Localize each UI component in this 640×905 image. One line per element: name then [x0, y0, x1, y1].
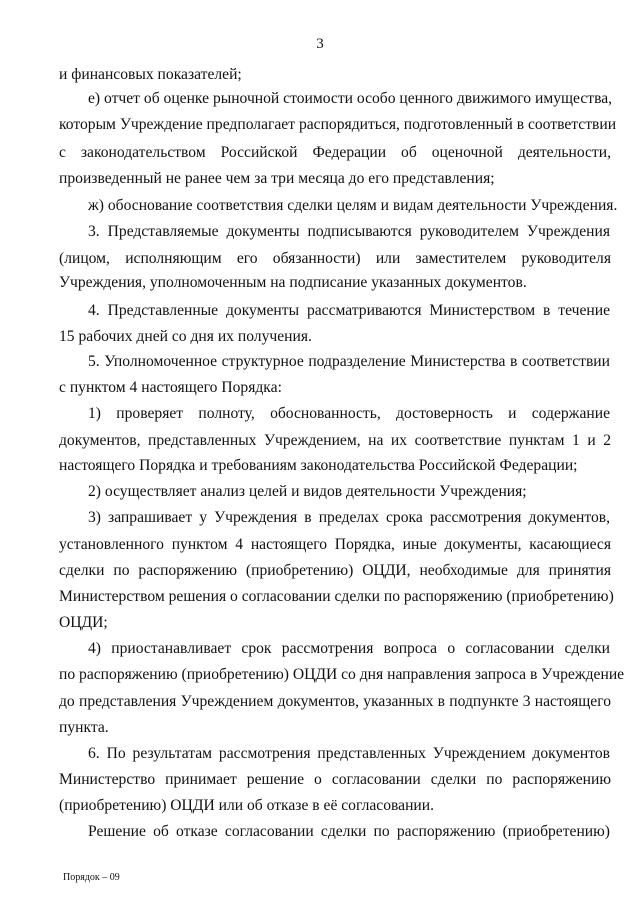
text-line: которым Учреждение предполагает распорядиться, подготовленный в соответствии: [59, 116, 617, 133]
text-line: 4. Представленные документы рассматриваются Министерством в течение: [88, 302, 610, 319]
text-line: ж) обоснование соответствия сделки целям и видам деятельности Учреждения.: [88, 197, 618, 214]
text-line: Решение об отказе согласовании сделки по распоряжению (приобретению): [88, 823, 610, 840]
page-number: 3: [316, 36, 324, 52]
text-line: с пунктом 4 настоящего Порядка:: [59, 379, 282, 396]
text-line: 3) запрашивает у Учреждения в пределах срока рассмотрения документов,: [88, 509, 610, 526]
text-line: ОЦДИ;: [59, 614, 108, 631]
text-line: сделки по распоряжению (приобретению) ОЦДИ, необходимые для принятия: [59, 562, 611, 579]
text-line: документов, представленных Учреждением, на их соответствие пунктам 1 и 2: [59, 432, 611, 449]
text-line: 4) приостанавливает срок рассмотрения вопроса о согласовании сделки: [88, 640, 610, 657]
text-line: пункта.: [59, 719, 109, 736]
text-line: и финансовых показателей;: [59, 66, 242, 83]
text-line: Министерство принимает решение о согласовании сделки по распоряжению: [59, 771, 611, 788]
text-line: 6. По результатам рассмотрения представленных Учреждением документов: [88, 745, 610, 762]
text-line: 2) осуществляет анализ целей и видов деятельности Учреждения;: [88, 483, 527, 500]
text-line: установленного пунктом 4 настоящего Порядка, иные документы, касающиеся: [59, 536, 611, 553]
text-line: 1) проверяет полноту, обоснованность, достоверность и содержание: [88, 405, 610, 422]
text-line: 3. Представляемые документы подписываются руководителем Учреждения: [88, 223, 610, 240]
text-line: произведенный не ранее чем за три месяца до его представления;: [59, 170, 495, 187]
footer-label: Порядок – 09: [63, 872, 120, 883]
text-line: 15 рабочих дней со дня их получения.: [59, 328, 312, 345]
text-line: до представления Учреждением документов, указанных в подпункте 3 настоящего: [59, 693, 611, 710]
text-line: по распоряжению (приобретению) ОЦДИ со дня направления запроса в Учреждение: [59, 666, 625, 683]
text-line: Министерством решения о согласовании сделки по распоряжению (приобретению): [59, 588, 614, 605]
text-line: с законодательством Российской Федерации об оценочной деятельности,: [59, 144, 611, 161]
text-line: е) отчет об оценке рыночной стоимости особо ценного движимого имущества,: [88, 90, 613, 107]
text-line: Учреждения, уполномоченным на подписание указанных документов.: [59, 274, 527, 291]
text-line: (приобретению) ОЦДИ или об отказе в её согласовании.: [59, 797, 435, 814]
text-line: 5. Уполномоченное структурное подразделение Министерства в соответствии: [88, 353, 610, 370]
text-line: (лицом, исполняющим его обязанности) или заместителем руководителя: [59, 250, 611, 267]
text-line: настоящего Порядка и требованиям законодательства Российской Федерации;: [59, 457, 578, 474]
